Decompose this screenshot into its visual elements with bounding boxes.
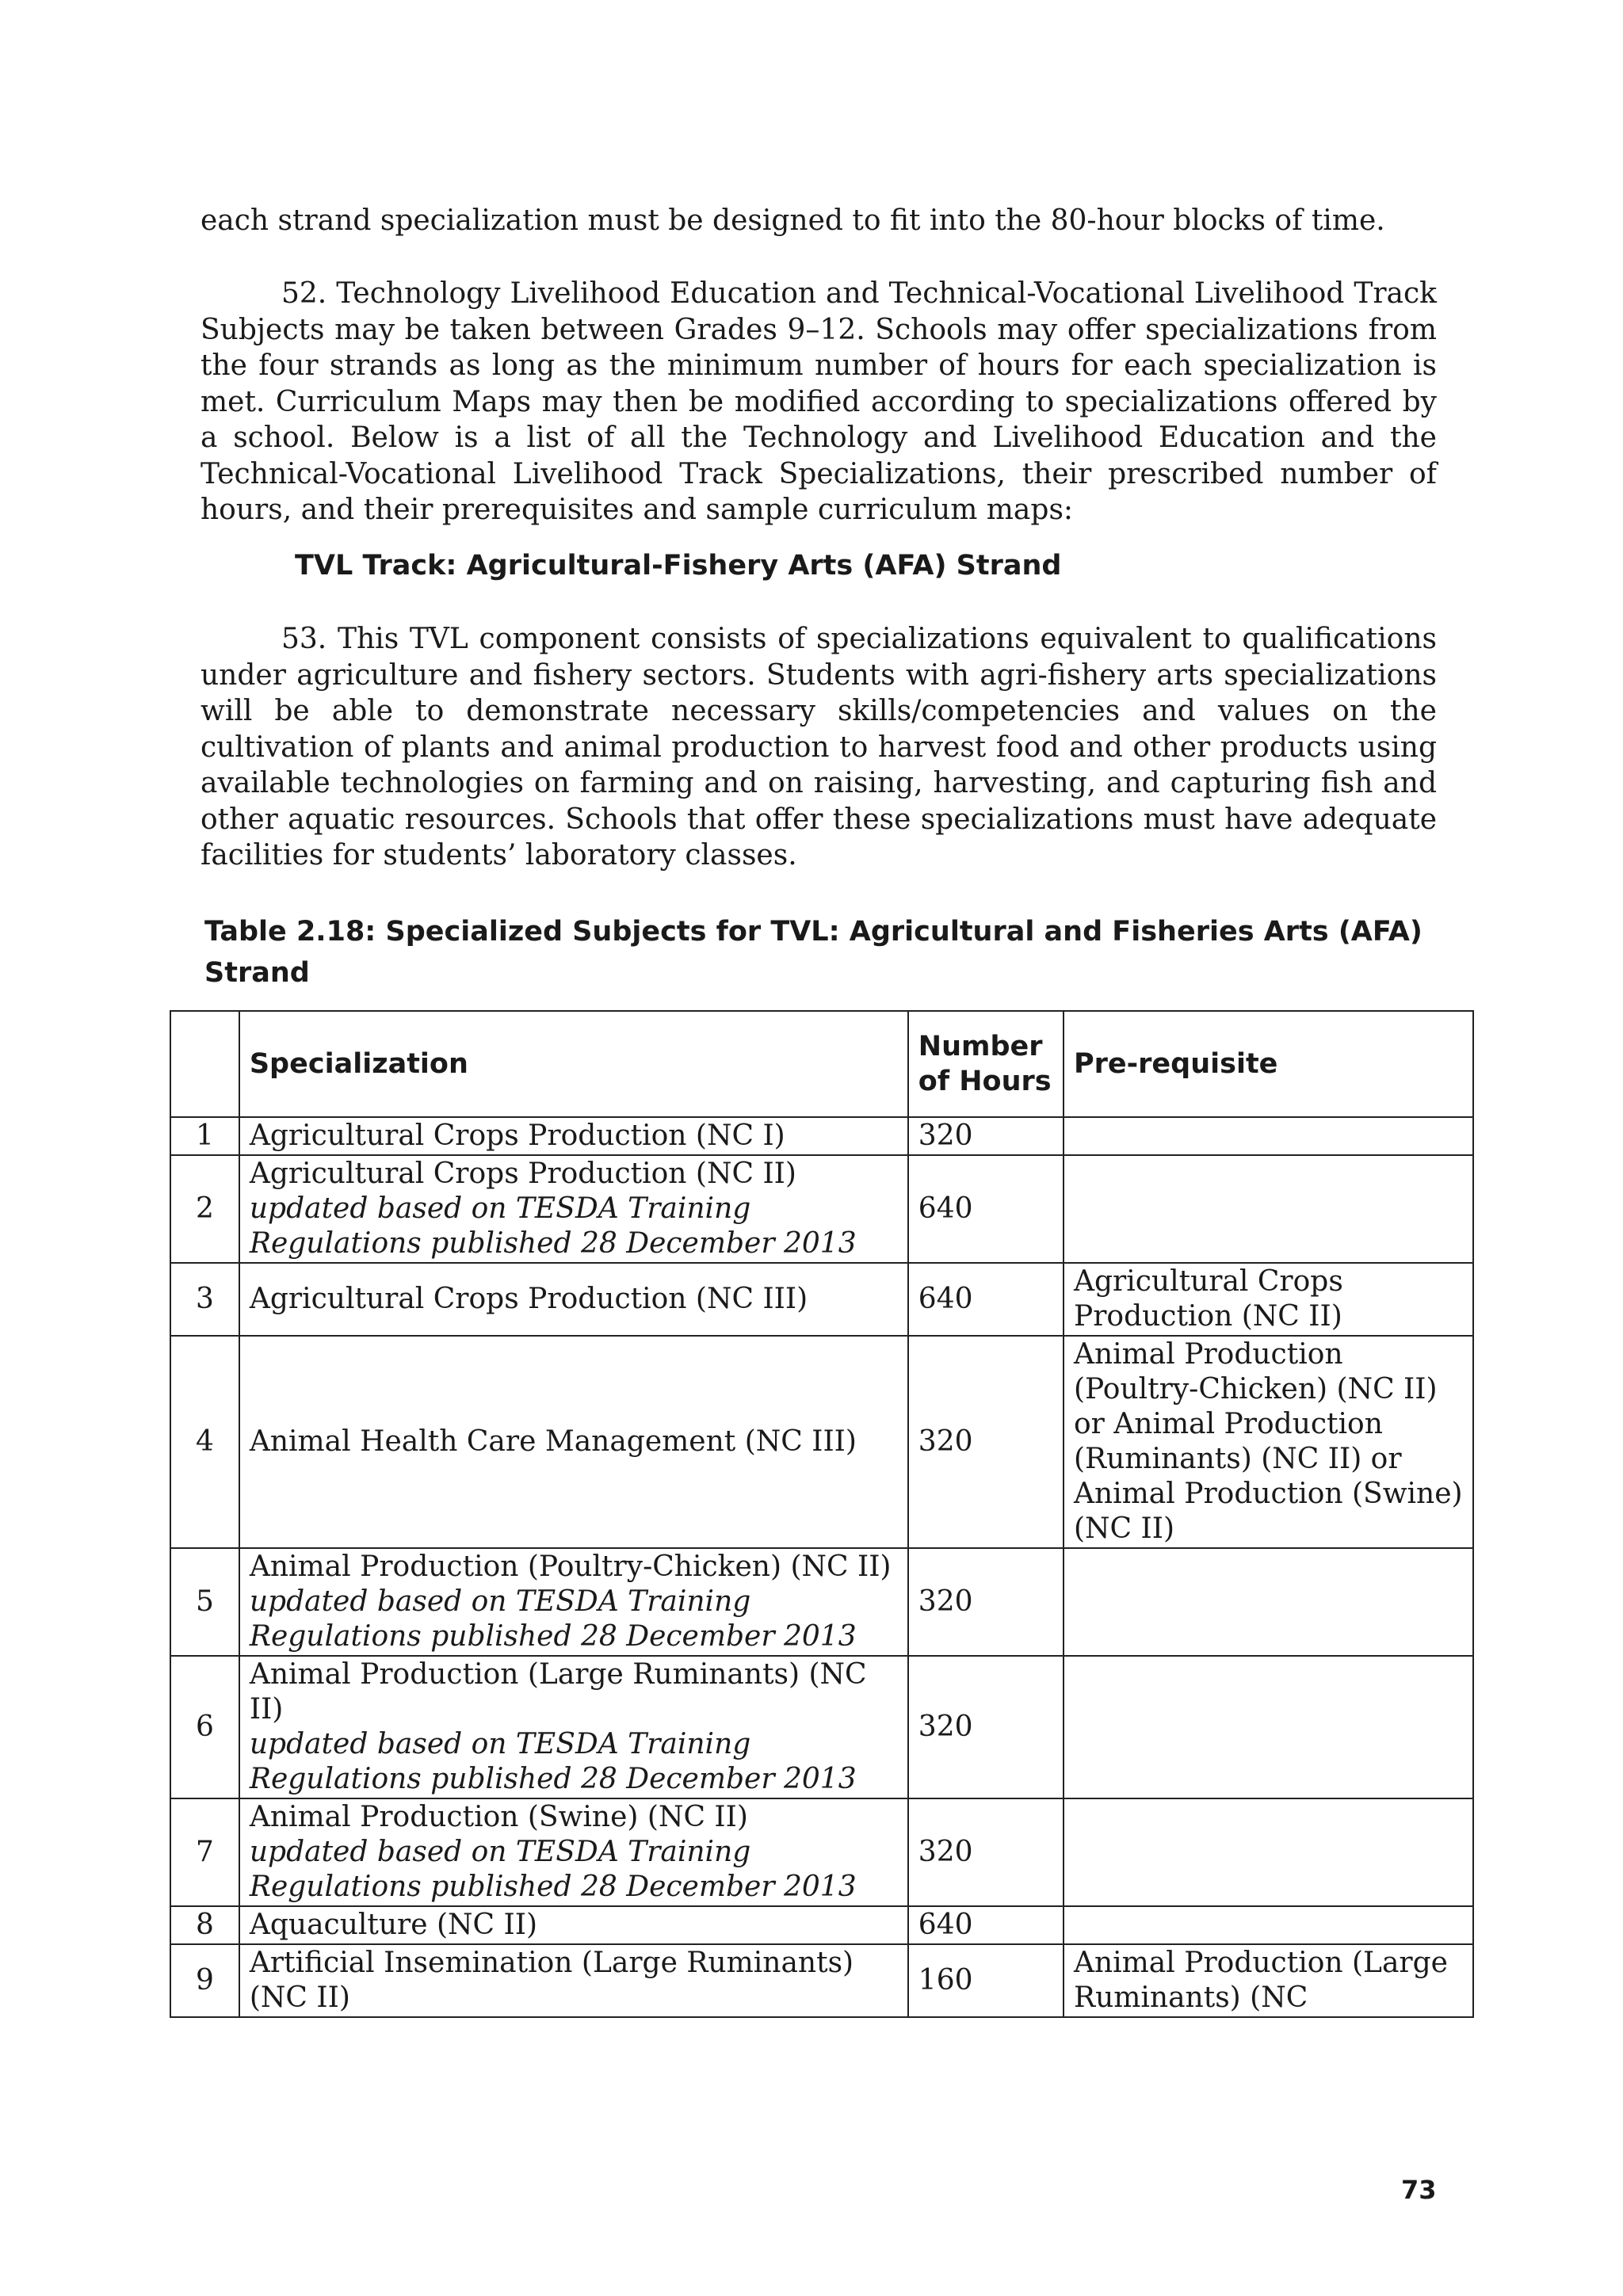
prerequisite-cell [1064,1155,1473,1263]
specialization-name: Animal Health Care Management (NC III) [249,1425,857,1458]
table-caption: Table 2.18: Specialized Subjects for TVL: Agricultural and Fisheries Arts (AFA) Strand [204,916,1423,989]
header-hours: Number of Hours [908,1011,1064,1117]
hours-cell: 320 [908,1336,1064,1548]
specialization-cell [239,1798,908,1906]
update-note: updated based on TESDA Training Regulations published 28 December 2013 [249,1728,857,1795]
hours-cell: 320 [908,1548,1064,1656]
table-row [170,1155,1473,1263]
prerequisite-cell [1064,1117,1473,1155]
prerequisite-cell: Agricultural Crops Production (NC II) [1064,1263,1473,1336]
table-row [170,1944,1473,2017]
row-number: 4 [170,1336,239,1548]
specialization-name: Animal Production (Large Ruminants) (NC II) [249,1658,867,1726]
update-note: updated based on TESDA Training Regulations published 28 December 2013 [249,1192,857,1260]
table-row [170,1117,1473,1155]
row-number: 5 [170,1548,239,1656]
specialization-cell [239,1117,908,1155]
update-note: updated based on TESDA Training Regulations published 28 December 2013 [249,1836,857,1903]
hours-cell: 320 [908,1117,1064,1155]
specialization-name: Agricultural Crops Production (NC I) [249,1119,785,1152]
table-row [170,1263,1473,1336]
row-number: 8 [170,1906,239,1944]
specialization-table [170,1010,1474,2018]
prerequisite-cell [1064,1906,1473,1944]
header-no [170,1011,239,1117]
row-number: 7 [170,1798,239,1906]
specialization-cell [239,1336,908,1548]
hours-cell: 320 [908,1798,1064,1906]
section-heading: TVL Track: Agricultural-Fishery Arts (AFA) Strand [295,550,1062,582]
hours-cell: 640 [908,1906,1064,1944]
row-number: 1 [170,1117,239,1155]
row-number: 2 [170,1155,239,1263]
hours-cell: 160 [908,1944,1064,2017]
paragraph-continuation: each strand specialization must be designed to fit into the 80-hour blocks of time. [200,204,1385,237]
specialization-name: Animal Production (Swine) (NC II) [249,1801,748,1833]
specialization-cell [239,1155,908,1263]
prerequisite-cell: Animal Production (Large Ruminants) (NC [1064,1944,1473,2017]
specialization-cell [239,1548,908,1656]
prerequisite-cell [1064,1548,1473,1656]
specialization-name: Artificial Insemination (Large Ruminants) (NC II) [249,1947,854,2014]
specialization-name: Agricultural Crops Production (NC III) [249,1283,808,1315]
table-row [170,1656,1473,1798]
table-row [170,1548,1473,1656]
specialization-name: Animal Production (Poultry-Chicken) (NC II) [249,1550,892,1583]
specialization-cell [239,1944,908,2017]
row-number: 6 [170,1656,239,1798]
hours-cell: 320 [908,1656,1064,1798]
prerequisite-cell [1064,1656,1473,1798]
header-prerequisite: Pre-requisite [1064,1011,1473,1117]
table-row [170,1798,1473,1906]
specialization-cell [239,1906,908,1944]
prerequisite-cell [1064,1798,1473,1906]
header-specialization: Specialization [239,1011,908,1117]
row-number: 9 [170,1944,239,2017]
specialization-cell [239,1656,908,1798]
paragraph-53: 53. This TVL component consists of specializations equivalent to qualifications under agriculture and fishery sectors. Students with agri-fishery arts specializations will be able to demonstrate necessary skills/competencies and values on the cultivation of plants and animal production to harvest food and other products using available technologies on farming and on raising, harvesting, and capturing fish and other aquatic resources. Schools that offer these specializations must have adequate facilities for students’ laboratory classes. [200,623,1437,871]
specialization-name: Aquaculture (NC II) [249,1909,538,1941]
hours-cell: 640 [908,1263,1064,1336]
hours-cell: 640 [908,1155,1064,1263]
update-note: updated based on TESDA Training Regulations published 28 December 2013 [249,1585,857,1653]
specialization-cell [239,1263,908,1336]
table-header-row [170,1011,1473,1117]
row-number: 3 [170,1263,239,1336]
prerequisite-cell: Animal Production (Poultry-Chicken) (NC II) or Animal Production (Ruminants) (NC II) or Animal Production (Swine) (NC II) [1064,1336,1473,1548]
paragraph-52: 52. Technology Livelihood Education and Technical-Vocational Livelihood Track Subjects may be taken between Grades 9–12. Schools may offer specializations from the four strands as long as the minimum number of hours for each specialization is met. Curriculum Maps may then be modified according to specializations offered by a school. Below is a list of all the Technology and Livelihood Education and the Technical-Vocational Livelihood Track Specializations, their prescribed number of hours, and their prerequisites and sample curriculum maps: [200,277,1437,526]
page-number: 73 [1401,2175,1437,2205]
table-row [170,1906,1473,1944]
table-row [170,1336,1473,1548]
specialization-name: Agricultural Crops Production (NC II) [249,1158,796,1190]
